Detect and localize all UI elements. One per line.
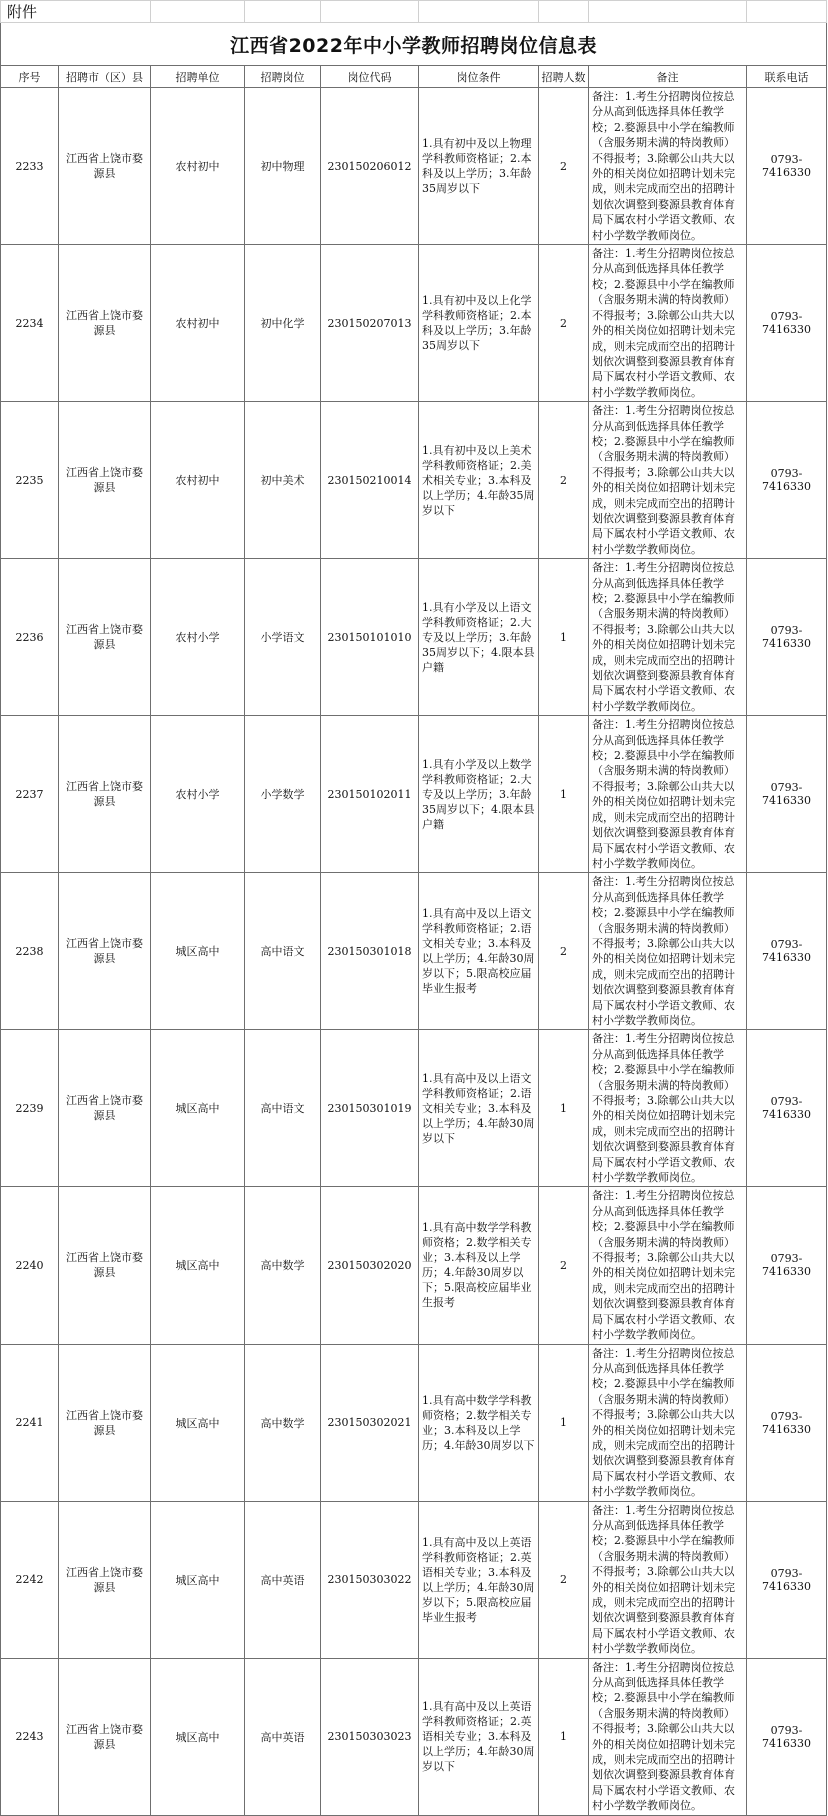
column-header: 备注: [589, 66, 747, 88]
cell-remark: 备注：1.考生分招聘岗位按总分从高到低选择具体任教学校；2.婺源县中小学在编教师（含服务期未满的特岗教师）不得报考；3.除鄣公山共大以外的相关岗位如招聘计划未完成，则未完成而空出的招聘计划依次调整到婺源县教育体育局下属农村小学语文教师、农村小学数学教师岗位。: [589, 873, 747, 1030]
table-row: [1, 402, 827, 559]
column-header: 招聘岗位: [245, 66, 321, 88]
cell-county: 江西省上饶市婺源县: [59, 1658, 151, 1815]
cell-serial: 2242: [1, 1501, 59, 1658]
cell-post-code: 230150102011: [321, 716, 419, 873]
cell-remark: 备注：1.考生分招聘岗位按总分从高到低选择具体任教学校；2.婺源县中小学在编教师（含服务期未满的特岗教师）不得报考；3.除鄣公山共大以外的相关岗位如招聘计划未完成，则未完成而空出的招聘计划依次调整到婺源县教育体育局下属农村小学语文教师、农村小学数学教师岗位。: [589, 1187, 747, 1344]
attachment-row: [1, 1, 827, 23]
cell-count: 2: [539, 873, 589, 1030]
cell-post-code: 230150301018: [321, 873, 419, 1030]
title-row: [1, 23, 827, 66]
cell-serial: 2238: [1, 873, 59, 1030]
cell-post-code: 230150101010: [321, 559, 419, 716]
cell-conditions: 1.具有初中及以上美术学科教师资格证；2.美术相关专业；3.本科及以上学历；4.年龄35周岁以下: [419, 402, 539, 559]
cell-count: 2: [539, 88, 589, 245]
cell-post-code: 230150302021: [321, 1344, 419, 1501]
cell-conditions: 1.具有高中数学学科教师资格；2.数学相关专业；3.本科及以上学历；4.年龄30周岁以下；5.限高校应届毕业生报考: [419, 1187, 539, 1344]
cell-phone: 0793-7416330: [747, 1658, 827, 1815]
cell-unit: 城区高中: [151, 873, 245, 1030]
cell-post: 高中英语: [245, 1658, 321, 1815]
cell-post: 高中语文: [245, 873, 321, 1030]
cell-remark: 备注：1.考生分招聘岗位按总分从高到低选择具体任教学校；2.婺源县中小学在编教师（含服务期未满的特岗教师）不得报考；3.除鄣公山共大以外的相关岗位如招聘计划未完成，则未完成而空出的招聘计划依次调整到婺源县教育体育局下属农村小学语文教师、农村小学数学教师岗位。: [589, 1658, 747, 1815]
cell-phone: 0793-7416330: [747, 559, 827, 716]
cell-post: 高中数学: [245, 1344, 321, 1501]
cell-phone: 0793-7416330: [747, 1187, 827, 1344]
column-header: 序号: [1, 66, 59, 88]
cell-remark: 备注：1.考生分招聘岗位按总分从高到低选择具体任教学校；2.婺源县中小学在编教师（含服务期未满的特岗教师）不得报考；3.除鄣公山共大以外的相关岗位如招聘计划未完成，则未完成而空出的招聘计划依次调整到婺源县教育体育局下属农村小学语文教师、农村小学数学教师岗位。: [589, 559, 747, 716]
cell-count: 1: [539, 1658, 589, 1815]
cell-remark: 备注：1.考生分招聘岗位按总分从高到低选择具体任教学校；2.婺源县中小学在编教师（含服务期未满的特岗教师）不得报考；3.除鄣公山共大以外的相关岗位如招聘计划未完成，则未完成而空出的招聘计划依次调整到婺源县教育体育局下属农村小学语文教师、农村小学数学教师岗位。: [589, 1501, 747, 1658]
cell-conditions: 1.具有初中及以上化学学科教师资格证；2.本科及以上学历；3.年龄35周岁以下: [419, 245, 539, 402]
cell-serial: 2237: [1, 716, 59, 873]
cell-count: 2: [539, 245, 589, 402]
cell-count: 2: [539, 402, 589, 559]
cell-serial: 2239: [1, 1030, 59, 1187]
cell-serial: 2241: [1, 1344, 59, 1501]
cell-post-code: 230150301019: [321, 1030, 419, 1187]
cell-unit: 城区高中: [151, 1658, 245, 1815]
cell-phone: 0793-7416330: [747, 873, 827, 1030]
table-row: [1, 873, 827, 1030]
table-row: [1, 88, 827, 245]
cell-unit: 城区高中: [151, 1030, 245, 1187]
cell-conditions: 1.具有高中及以上英语学科教师资格证；2.英语相关专业；3.本科及以上学历；4.年龄30周岁以下；5.限高校应届毕业生报考: [419, 1501, 539, 1658]
cell-serial: 2233: [1, 88, 59, 245]
cell-serial: 2235: [1, 402, 59, 559]
column-header: 岗位条件: [419, 66, 539, 88]
cell-post-code: 230150302020: [321, 1187, 419, 1344]
cell-unit: 城区高中: [151, 1187, 245, 1344]
cell-count: 2: [539, 1187, 589, 1344]
cell-unit: 农村小学: [151, 716, 245, 873]
cell-county: 江西省上饶市婺源县: [59, 1187, 151, 1344]
cell-post: 高中数学: [245, 1187, 321, 1344]
cell-unit: 农村初中: [151, 88, 245, 245]
cell-county: 江西省上饶市婺源县: [59, 1030, 151, 1187]
table-row: [1, 559, 827, 716]
cell-county: 江西省上饶市婺源县: [59, 873, 151, 1030]
cell-remark: 备注：1.考生分招聘岗位按总分从高到低选择具体任教学校；2.婺源县中小学在编教师（含服务期未满的特岗教师）不得报考；3.除鄣公山共大以外的相关岗位如招聘计划未完成，则未完成而空出的招聘计划依次调整到婺源县教育体育局下属农村小学语文教师、农村小学数学教师岗位。: [589, 1030, 747, 1187]
cell-conditions: 1.具有高中及以上语文学科教师资格证；2.语文相关专业；3.本科及以上学历；4.年龄30周岁以下: [419, 1030, 539, 1187]
cell-phone: 0793-7416330: [747, 402, 827, 559]
cell-conditions: 1.具有高中数学学科教师资格；2.数学相关专业；3.本科及以上学历；4.年龄30周岁以下: [419, 1344, 539, 1501]
cell-county: 江西省上饶市婺源县: [59, 1501, 151, 1658]
table-row: [1, 1658, 827, 1815]
table-row: [1, 1187, 827, 1344]
cell-post: 高中英语: [245, 1501, 321, 1658]
cell-conditions: 1.具有小学及以上语文学科教师资格证；2.大专及以上学历；3.年龄35周岁以下；4.限本县户籍: [419, 559, 539, 716]
cell-unit: 农村初中: [151, 402, 245, 559]
column-header: 岗位代码: [321, 66, 419, 88]
cell-count: 1: [539, 1030, 589, 1187]
attachment-label: 附件: [1, 1, 151, 23]
cell-county: 江西省上饶市婺源县: [59, 1344, 151, 1501]
page-title: 江西省2022年中小学教师招聘岗位信息表: [1, 23, 827, 66]
cell-post: 小学数学: [245, 716, 321, 873]
table-row: [1, 245, 827, 402]
cell-post: 小学语文: [245, 559, 321, 716]
cell-count: 1: [539, 1344, 589, 1501]
cell-post: 初中化学: [245, 245, 321, 402]
cell-remark: 备注：1.考生分招聘岗位按总分从高到低选择具体任教学校；2.婺源县中小学在编教师（含服务期未满的特岗教师）不得报考；3.除鄣公山共大以外的相关岗位如招聘计划未完成，则未完成而空出的招聘计划依次调整到婺源县教育体育局下属农村小学语文教师、农村小学数学教师岗位。: [589, 716, 747, 873]
cell-phone: 0793-7416330: [747, 1030, 827, 1187]
cell-remark: 备注：1.考生分招聘岗位按总分从高到低选择具体任教学校；2.婺源县中小学在编教师（含服务期未满的特岗教师）不得报考；3.除鄣公山共大以外的相关岗位如招聘计划未完成，则未完成而空出的招聘计划依次调整到婺源县教育体育局下属农村小学语文教师、农村小学数学教师岗位。: [589, 402, 747, 559]
cell-count: 1: [539, 559, 589, 716]
cell-post: 高中语文: [245, 1030, 321, 1187]
cell-county: 江西省上饶市婺源县: [59, 402, 151, 559]
cell-county: 江西省上饶市婺源县: [59, 559, 151, 716]
cell-phone: 0793-7416330: [747, 88, 827, 245]
cell-county: 江西省上饶市婺源县: [59, 88, 151, 245]
table-row: [1, 1344, 827, 1501]
cell-remark: 备注：1.考生分招聘岗位按总分从高到低选择具体任教学校；2.婺源县中小学在编教师（含服务期未满的特岗教师）不得报考；3.除鄣公山共大以外的相关岗位如招聘计划未完成，则未完成而空出的招聘计划依次调整到婺源县教育体育局下属农村小学语文教师、农村小学数学教师岗位。: [589, 1344, 747, 1501]
cell-phone: 0793-7416330: [747, 245, 827, 402]
table-row: [1, 1501, 827, 1658]
cell-serial: 2234: [1, 245, 59, 402]
cell-post: 初中物理: [245, 88, 321, 245]
column-header: 招聘市（区）县: [59, 66, 151, 88]
cell-county: 江西省上饶市婺源县: [59, 245, 151, 402]
cell-unit: 农村初中: [151, 245, 245, 402]
cell-phone: 0793-7416330: [747, 1501, 827, 1658]
cell-remark: 备注：1.考生分招聘岗位按总分从高到低选择具体任教学校；2.婺源县中小学在编教师（含服务期未满的特岗教师）不得报考；3.除鄣公山共大以外的相关岗位如招聘计划未完成，则未完成而空出的招聘计划依次调整到婺源县教育体育局下属农村小学语文教师、农村小学数学教师岗位。: [589, 88, 747, 245]
cell-unit: 农村小学: [151, 559, 245, 716]
cell-conditions: 1.具有初中及以上物理学科教师资格证；2.本科及以上学历；3.年龄35周岁以下: [419, 88, 539, 245]
cell-unit: 城区高中: [151, 1344, 245, 1501]
column-header: 联系电话: [747, 66, 827, 88]
cell-conditions: 1.具有高中及以上英语学科教师资格证；2.英语相关专业；3.本科及以上学历；4.年龄30周岁以下: [419, 1658, 539, 1815]
cell-unit: 城区高中: [151, 1501, 245, 1658]
cell-county: 江西省上饶市婺源县: [59, 716, 151, 873]
cell-post-code: 230150210014: [321, 402, 419, 559]
cell-remark: 备注：1.考生分招聘岗位按总分从高到低选择具体任教学校；2.婺源县中小学在编教师（含服务期未满的特岗教师）不得报考；3.除鄣公山共大以外的相关岗位如招聘计划未完成，则未完成而空出的招聘计划依次调整到婺源县教育体育局下属农村小学语文教师、农村小学数学教师岗位。: [589, 245, 747, 402]
cell-conditions: 1.具有高中及以上语文学科教师资格证；2.语文相关专业；3.本科及以上学历；4.年龄30周岁以下；5.限高校应届毕业生报考: [419, 873, 539, 1030]
cell-post: 初中美术: [245, 402, 321, 559]
cell-count: 2: [539, 1501, 589, 1658]
cell-serial: 2236: [1, 559, 59, 716]
cell-post-code: 230150207013: [321, 245, 419, 402]
cell-phone: 0793-7416330: [747, 1344, 827, 1501]
table-row: [1, 1030, 827, 1187]
column-header: 招聘人数: [539, 66, 589, 88]
cell-conditions: 1.具有小学及以上数学学科教师资格证；2.大专及以上学历；3.年龄35周岁以下；4.限本县户籍: [419, 716, 539, 873]
cell-post-code: 230150206012: [321, 88, 419, 245]
table-body: [1, 88, 827, 1816]
cell-post-code: 230150303022: [321, 1501, 419, 1658]
cell-serial: 2240: [1, 1187, 59, 1344]
header-row: [1, 66, 827, 88]
cell-phone: 0793-7416330: [747, 716, 827, 873]
cell-count: 1: [539, 716, 589, 873]
column-header: 招聘单位: [151, 66, 245, 88]
table-row: [1, 716, 827, 873]
cell-post-code: 230150303023: [321, 1658, 419, 1815]
cell-serial: 2243: [1, 1658, 59, 1815]
